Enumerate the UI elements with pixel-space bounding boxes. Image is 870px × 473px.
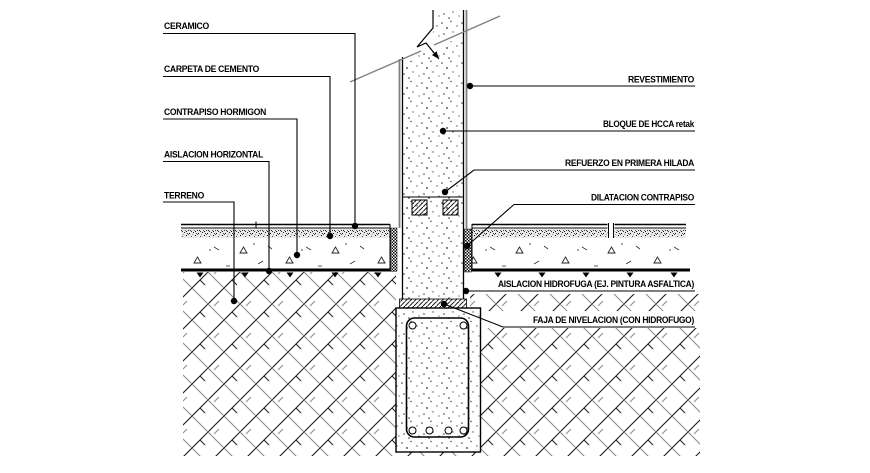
label-faja-nivelacion: FAJA DE NIVELACION (CON HIDROFUGO) [533, 315, 695, 325]
labels-left [164, 21, 267, 201]
label-carpeta-de-cemento: CARPETA DE CEMENTO [164, 64, 260, 74]
label-refuerzo: REFUERZO EN PRIMERA HILADA [565, 158, 695, 168]
carpeta-layer [472, 229, 686, 238]
foundation [396, 299, 481, 452]
labels-right [498, 75, 695, 326]
contrapiso-layer [181, 238, 390, 268]
carpeta-layer [181, 229, 390, 238]
label-dilatacion: DILATACION CONTRAPISO [591, 192, 695, 203]
floor-left [181, 222, 390, 272]
floor-right [472, 222, 686, 271]
label-contrapiso-hormigon: CONTRAPISO HORMIGON [164, 107, 267, 117]
refuerzo-bar-left [412, 200, 427, 215]
label-ceramico: CERAMICO [164, 21, 210, 31]
contrapiso-layer [472, 238, 686, 268]
label-revestimiento: REVESTIMIENTO [628, 74, 695, 85]
label-bloque-hcca: BLOQUE DE HCCA retak [603, 119, 695, 129]
label-terreno: TERRENO [164, 190, 205, 201]
label-aislacion-horizontal: AISLACION HORIZONTAL [164, 149, 264, 160]
wall-stipple [403, 36, 464, 299]
label-aislacion-hidrofuga: AISLACION HIDROFUGA (EJ. PINTURA ASFALTICA) [498, 279, 695, 289]
floor-joint-gap [608, 222, 615, 239]
refuerzo-bar-right [443, 200, 458, 215]
faja-nivelacion-strip [400, 299, 467, 308]
wall-block [400, 10, 467, 299]
